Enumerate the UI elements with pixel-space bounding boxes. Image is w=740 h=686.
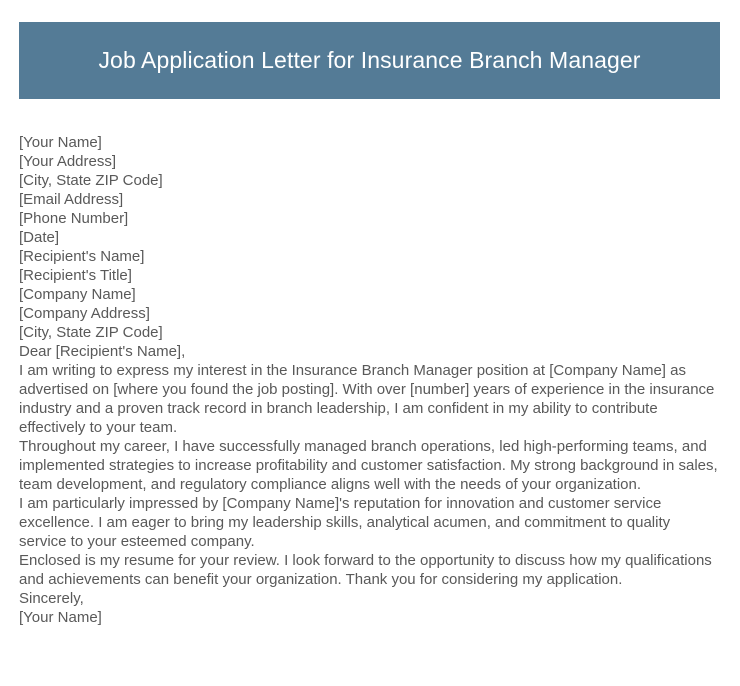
sender-address-block (19, 133, 720, 247)
sender-line: [Phone Number] (19, 210, 129, 227)
recipient-address-block (19, 247, 720, 342)
body-paragraph: Throughout my career, I have successfully managed branch operations, led high-performing teams, and implemented strategies to increase profitability and customer satisfaction. My strong background in sales, team development, and regulatory compliance aligns well with the needs of your organization. (19, 438, 718, 493)
sender-line: [Your Address] (19, 153, 117, 170)
recipient-line: [Company Name] (19, 286, 136, 303)
recipient-line: [Recipient's Name] (19, 248, 145, 265)
sender-line: [Date] (19, 229, 60, 246)
sender-line: [City, State ZIP Code] (19, 172, 163, 189)
sender-line: [Email Address] (19, 191, 124, 208)
recipient-line: [Recipient's Title] (19, 267, 132, 284)
page-title: Job Application Letter for Insurance Branch Manager (98, 46, 641, 73)
body-paragraph: Enclosed is my resume for your review. I look forward to the opportunity to discuss how my qualifications and achievements can benefit your organization. Thank you for considering my application. (19, 552, 712, 588)
recipient-line: [Company Address] (19, 305, 150, 322)
salutation: Dear [Recipient's Name], (19, 343, 186, 360)
body-paragraph: I am writing to express my interest in the Insurance Branch Manager position at [Company Name] as advertised on [where you found the job posting]. With over [number] years of experience in the insurance industry and a proven track record in branch leadership, I am confident in my ability to contribute effectively to your team. (19, 362, 715, 436)
header-banner (19, 22, 720, 99)
signature-name: [Your Name] (19, 609, 102, 626)
sender-line: [Your Name] (19, 134, 102, 151)
letter-body (19, 133, 720, 627)
closing-salutation: Sincerely, (19, 590, 84, 607)
recipient-line: [City, State ZIP Code] (19, 324, 163, 341)
body-paragraph: I am particularly impressed by [Company Name]'s reputation for innovation and customer service excellence. I am eager to bring my leadership skills, analytical acumen, and commitment to quality service to your esteemed company. (19, 495, 671, 550)
